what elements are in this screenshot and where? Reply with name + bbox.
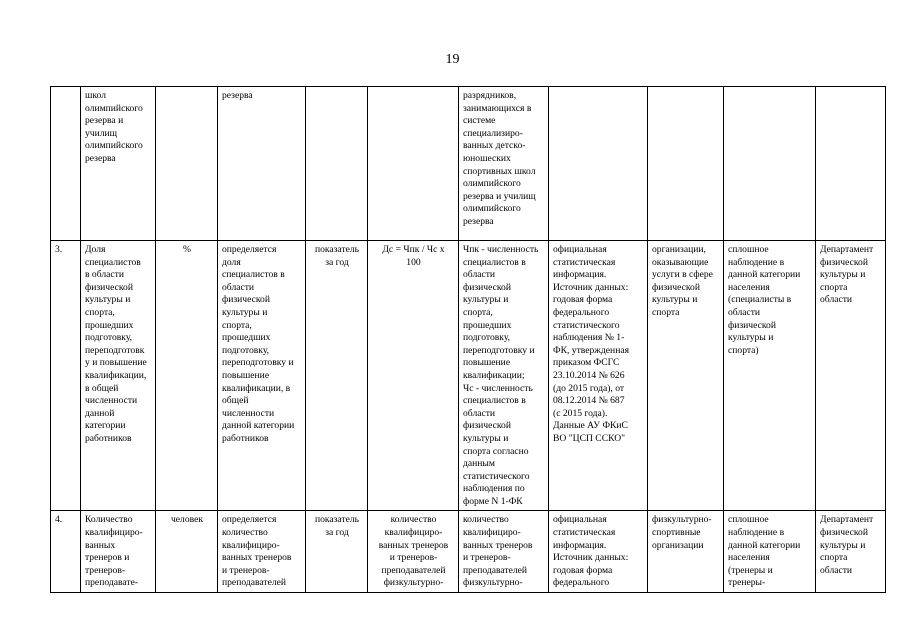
table-row [51,87,886,241]
indicator-name-cell: Доля специалистов в области физической культуры и спорта, прошедших подготовку, переподготовк у и повышение квалификации, в общей численности данной категории работников [81,241,156,511]
collection-method-cell [724,87,816,241]
definition-cell: определяется количество квалифициро- ванных тренеров и тренеров- преподавателей [218,511,306,593]
period-cell: показатель за год [306,241,368,511]
responsible-cell: Департамент физической культуры и спорта области [816,241,886,511]
period-cell [306,87,368,241]
row-number-cell [51,87,81,241]
variables-cell: количество квалифициро- ванных тренеров и тренеров- преподавателей физкультурно- [459,511,549,593]
page-number: 19 [445,52,460,67]
collection-method-cell: сплошное наблюдение в данной категории населения (тренеры и тренеры- [724,511,816,593]
formula-cell: Дс = Чпк / Чс х 100 [368,241,459,511]
observation-unit-cell: физкультурно- спортивные организации [648,511,724,593]
period-cell: показатель за год [306,511,368,593]
indicator-name-cell: школ олимпийского резерва и училищ олимпийского резерва [81,87,156,241]
responsible-cell [816,87,886,241]
data-source-cell [549,87,648,241]
unit-cell: % [156,241,218,511]
definition-cell: определяется доля специалистов в области физической культуры и спорта, прошедших подготовку, переподготовку и повышение квалификации, в общей численности данной категории работников [218,241,306,511]
table-row [51,241,886,511]
variables-cell: Чпк - численность специалистов в области физической культуры и спорта, прошедших подготовку, переподготовку и повышение квалификации; Чс - численность специалистов в области физической культуры и спорта согласно данным статистического наблюдения по форме N 1-ФК [459,241,549,511]
responsible-cell: Департамент физической культуры и спорта области [816,511,886,593]
observation-unit-cell [648,87,724,241]
formula-cell [368,87,459,241]
data-source-cell: официальная статистическая информация. Источник данных: годовая форма федерального [549,511,648,593]
indicator-name-cell: Количество квалифициро- ванных тренеров и тренеров- преподавате- [81,511,156,593]
observation-unit-cell: организации, оказывающие услуги в сфере физической культуры и спорта [648,241,724,511]
formula-cell: количество квалифициро- ванных тренеров и тренеров- преподавателей физкультурно- [368,511,459,593]
unit-cell: человек [156,511,218,593]
definition-cell: резерва [218,87,306,241]
unit-cell [156,87,218,241]
collection-method-cell: сплошное наблюдение в данной категории населения (специалисты в области физической культуры и спорта) [724,241,816,511]
data-source-cell: официальная статистическая информация. Источник данных: годовая форма федерального статистического наблюдения № 1- ФК, утвержденная приказом ФСГС 23.10.2014 № 626 (до 2015 года), от 08.12.2014 № 687 (с 2015 года). Данные АУ ФКиС ВО "ЦСП ССКО" [549,241,648,511]
variables-cell: разрядников, занимающихся в системе специализиро- ванных детско- юношеских спортивных школ олимпийского резерва и училищ олимпийского резерва [459,87,549,241]
row-number-cell: 3. [51,241,81,511]
table-row [51,511,886,593]
row-number-cell: 4. [51,511,81,593]
indicators-table [50,86,886,593]
